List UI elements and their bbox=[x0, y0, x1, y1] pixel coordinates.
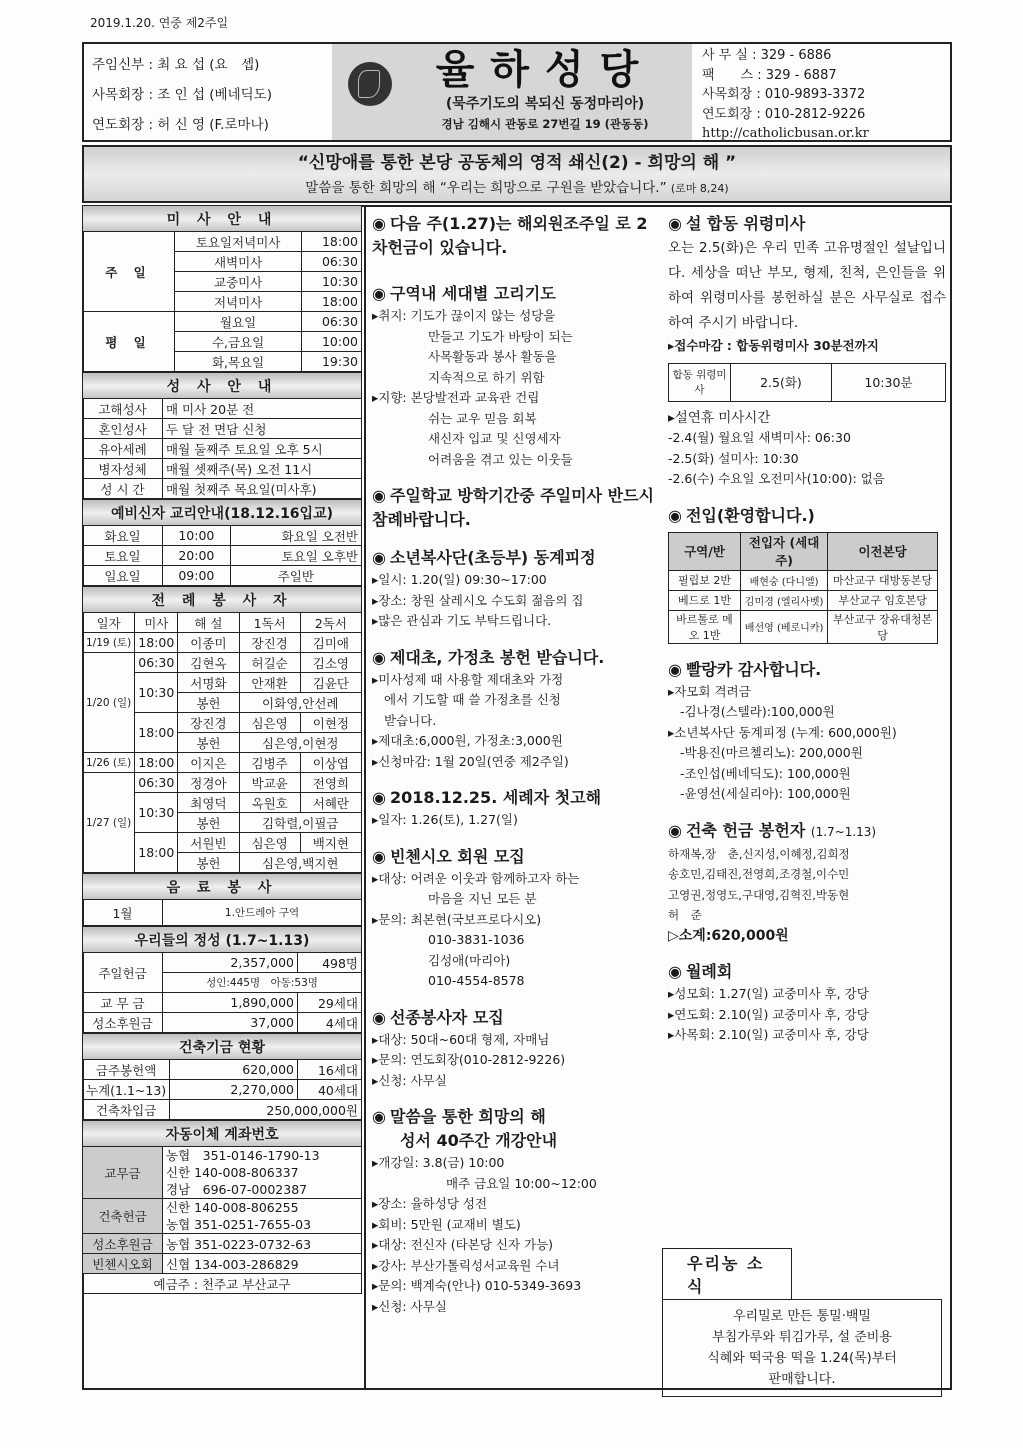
col-header: 이전본당 bbox=[828, 532, 938, 570]
account-number: 신한 140-008-806255 bbox=[166, 1200, 299, 1215]
bullet-icon: ◉ bbox=[372, 486, 386, 505]
line: ▸소년복사단 동계피정 (누계: 600,000원) bbox=[668, 724, 897, 740]
offertory-names: 김학렬,이필금 bbox=[239, 813, 361, 833]
service-time: 18:00 bbox=[135, 713, 178, 753]
banner-subtitle bbox=[84, 177, 950, 200]
account-number: 신한 140-008-806337 bbox=[166, 1165, 299, 1180]
service-date: 1/19 (토) bbox=[83, 633, 135, 653]
notice-memorial-mass bbox=[668, 212, 946, 490]
line: ▸일시: 1.20(일) 09:30~17:00 bbox=[372, 572, 547, 587]
line: -박용진(마르첼리노): 200,000원 bbox=[680, 745, 863, 760]
line: -김나경(스텔라):100,000원 bbox=[680, 704, 835, 719]
sacrament-info: 매 미사 20분 전 bbox=[163, 399, 362, 419]
line: -조인섭(베네딕도): 100,000원 bbox=[680, 765, 851, 781]
col-header: 2독서 bbox=[300, 613, 361, 633]
section-title: 건축 헌금 봉헌자 bbox=[685, 820, 806, 840]
line: ▸문의: 연도회장(010-2812-9226) bbox=[372, 1052, 566, 1067]
account-label: 성소후원금 bbox=[83, 1234, 163, 1254]
account-number: 농협 351-0223-0732-63 bbox=[163, 1234, 362, 1254]
fund-amount: 620,000 bbox=[170, 1060, 298, 1080]
accounts-table bbox=[82, 1120, 362, 1294]
offertory-label: 봉헌 bbox=[178, 813, 239, 833]
col-header: 일자 bbox=[83, 613, 135, 633]
class-day: 토요일 bbox=[83, 546, 163, 566]
reader-2: 전영희 bbox=[300, 773, 361, 793]
class-time: 10:00 bbox=[163, 526, 231, 546]
staff-list bbox=[84, 44, 332, 140]
notice-overseas-aid bbox=[372, 212, 657, 260]
line: 사목활동과 봉사 활동을 bbox=[428, 349, 557, 364]
notice-sunday-school bbox=[372, 484, 657, 532]
line: ▸장소: 창원 살레시오 수도회 젊음의 집 bbox=[372, 592, 584, 608]
fund-count: 40세대 bbox=[298, 1080, 362, 1100]
class-day: 일요일 bbox=[83, 566, 163, 586]
service-time: 10:30 bbox=[135, 793, 178, 833]
offering-label: 교 무 금 bbox=[83, 993, 163, 1013]
drinks-group: 1.안드레아 구역 bbox=[163, 900, 362, 926]
reader-1: 허길순 bbox=[239, 653, 300, 673]
deadline: ▸접수마감 : 합동위령미사 30분전까지 bbox=[668, 338, 879, 353]
line: 마음을 지닌 모든 분 bbox=[428, 891, 537, 906]
bullet-icon: ◉ bbox=[372, 214, 386, 233]
mass-time: 18:00 bbox=[302, 232, 362, 252]
account-holder: 예금주 : 천주교 부산교구 bbox=[83, 1274, 362, 1294]
notice-monthly-meetings bbox=[668, 960, 946, 1046]
mass-time: 06:30 bbox=[302, 312, 362, 332]
commentator: 이지은 bbox=[178, 753, 239, 773]
prayer-phone: 연도회장 : 010-2812-9226 bbox=[702, 106, 866, 122]
bullet-icon: ◉ bbox=[668, 820, 682, 840]
masthead bbox=[82, 42, 952, 142]
catechumen-table bbox=[82, 499, 362, 586]
class-time: 09:00 bbox=[163, 566, 231, 586]
prayer-president: 연도회장 : 허 신 영 (F.로마나) bbox=[92, 117, 269, 133]
bullet-icon: ◉ bbox=[668, 505, 682, 525]
class-name: 화요일 오전반 bbox=[230, 526, 361, 546]
notice-vincent-recruit bbox=[372, 845, 657, 992]
line: 매주 금요일 10:00~12:00 bbox=[446, 1175, 597, 1191]
section-title: 다음 주(1.27)는 해외원조주일 로 2차헌금이 있습니다. bbox=[372, 214, 648, 257]
fax: 팩 스 : 329 - 6887 bbox=[702, 67, 837, 83]
address: 경남 김해시 관동로 27번길 19 (관동동) bbox=[441, 117, 649, 131]
fund-label: 건축차입금 bbox=[83, 1100, 170, 1120]
council-phone: 사목회장 : 010-9893-3372 bbox=[702, 87, 866, 102]
theme-banner bbox=[82, 145, 952, 203]
notice-candles bbox=[372, 646, 657, 773]
offering-table bbox=[82, 926, 362, 1033]
offertory-label: 봉헌 bbox=[178, 853, 239, 873]
farm-news-box bbox=[662, 1248, 942, 1397]
offertory-names: 이화영,안선례 bbox=[239, 693, 361, 713]
previous-parish: 부산교구 장유대청본당 bbox=[828, 610, 938, 643]
notice-family-prayer bbox=[372, 282, 657, 470]
line: ▸지향: 본당발전과 교육관 건립 bbox=[372, 390, 540, 405]
line: 010-4554-8578 bbox=[428, 973, 525, 988]
bullet-icon: ◉ bbox=[668, 962, 682, 981]
reader-2: 이현정 bbox=[300, 713, 361, 733]
offertory-label: 봉헌 bbox=[178, 693, 239, 713]
reader-1: 심은영 bbox=[239, 713, 300, 733]
notice-palanca bbox=[668, 658, 946, 805]
section-title: 전입(환영합니다.) bbox=[685, 505, 815, 525]
line: ▸사목회: 2.10(일) 교중미사 후, 강당 bbox=[668, 1027, 869, 1042]
line: 지속적으로 하기 위함 bbox=[428, 369, 545, 385]
fund-count: 16세대 bbox=[298, 1060, 362, 1080]
reader-1: 안재환 bbox=[239, 673, 300, 693]
mass-name: 저녁미사 bbox=[175, 292, 302, 312]
bullet-icon: ◉ bbox=[668, 659, 682, 679]
donor-names: 하재복,장 춘,신지성,이혜정,김희정 bbox=[668, 846, 850, 861]
line: ▸강사: 부산가톨릭성서교육원 수녀 bbox=[372, 1257, 560, 1273]
offering-count: 498명 bbox=[298, 953, 362, 973]
bullet-icon: ◉ bbox=[372, 846, 386, 866]
previous-parish: 마산교구 대방동본당 bbox=[828, 570, 938, 590]
church-title-block bbox=[332, 44, 692, 140]
account-number: 경남 696-07-0002387 bbox=[166, 1182, 308, 1197]
offertory-names: 심은영,이현정 bbox=[239, 733, 361, 753]
sacrament-info: 매월 둘째주 토요일 오후 5시 bbox=[163, 439, 362, 459]
reader-1: 김병주 bbox=[239, 753, 300, 773]
line: -2.4(월) 월요일 새벽미사: 06:30 bbox=[668, 430, 851, 445]
line: ▸취지: 기도가 끊이지 않는 성당을 bbox=[372, 308, 556, 323]
farm-news-body bbox=[662, 1299, 942, 1397]
line: 어려움을 겪고 있는 이웃들 bbox=[428, 451, 573, 467]
notice-altar-servers bbox=[372, 546, 657, 632]
line: ▸신청: 사무실 bbox=[372, 1298, 447, 1314]
pastor: 주임신부 : 최 요 섭 (요 셉) bbox=[92, 57, 260, 73]
service-time: 18:00 bbox=[135, 753, 178, 773]
commentator: 김현옥 bbox=[178, 653, 239, 673]
section-title: 소년복사단(초등부) 동계피정 bbox=[389, 548, 596, 567]
offering-count: 29세대 bbox=[298, 993, 362, 1013]
line: 쉬는 교우 믿음 회복 bbox=[428, 410, 537, 426]
mass-name: 토요일저녁미사 bbox=[175, 232, 302, 252]
section-title: 선종봉사자 모집 bbox=[389, 1007, 504, 1027]
class-name: 주일반 bbox=[230, 566, 361, 586]
line: ▸신청마감: 1월 20일(연중 제2주일) bbox=[372, 753, 569, 769]
notice-building-donors bbox=[668, 819, 946, 947]
reader-2: 김윤단 bbox=[300, 673, 361, 693]
church-name: 율하성당 bbox=[435, 47, 655, 93]
notice-bible-course bbox=[372, 1105, 657, 1317]
bullet-icon: ◉ bbox=[372, 647, 386, 667]
commentator: 장진경 bbox=[178, 713, 239, 733]
newcomers-table bbox=[668, 532, 938, 644]
line: -2.6(수) 수요일 오전미사(10:00): 없음 bbox=[668, 471, 885, 486]
service-time: 06:30 bbox=[135, 653, 178, 673]
service-time: 10:30 bbox=[135, 673, 178, 713]
sacrament-name: 병자성체 bbox=[83, 459, 163, 479]
scripture-ref: (로마 8,24) bbox=[670, 182, 729, 195]
service-time: 06:30 bbox=[135, 773, 178, 793]
class-name: 토요일 오후반 bbox=[230, 546, 361, 566]
line: ▸일자: 1.26(토), 1.27(일) bbox=[372, 812, 518, 827]
church-logo-icon bbox=[348, 62, 392, 106]
mass-time: 06:30 bbox=[302, 252, 362, 272]
commentator: 서원빈 bbox=[178, 833, 239, 853]
section-title: 제대초, 가정초 봉헌 받습니다. bbox=[389, 647, 605, 667]
catechumen-title: 예비신자 교리안내(18.12.16입교) bbox=[83, 500, 362, 526]
account-label: 빈첸시오회 bbox=[83, 1254, 163, 1274]
line: ▸대상: 50대~60대 형제, 자매님 bbox=[372, 1031, 550, 1047]
bullet-icon: ◉ bbox=[372, 548, 386, 567]
reader-1: 박교윤 bbox=[239, 773, 300, 793]
right-column bbox=[668, 212, 946, 1060]
mass-type: 합동 위령미사 bbox=[669, 363, 731, 401]
mass-table bbox=[82, 205, 362, 372]
fund-label: 금주봉헌액 bbox=[83, 1060, 170, 1080]
sacrament-info: 매월 셋째주(목) 오전 11시 bbox=[163, 459, 362, 479]
offering-amount: 37,000 bbox=[163, 1013, 298, 1033]
mass-name: 월요일 bbox=[175, 312, 302, 332]
line: 판매합니다. bbox=[768, 1372, 836, 1387]
line: 김성애(마리아) bbox=[428, 952, 511, 968]
newcomer-name: 배현숭 (다니엘) bbox=[741, 570, 828, 590]
drinks-title: 음 료 봉 사 bbox=[83, 874, 362, 900]
reader-2: 이상엽 bbox=[300, 753, 361, 773]
reader-2: 김소영 bbox=[300, 653, 361, 673]
line: ▸연도회: 2.10(일) 교중미사 후, 강당 bbox=[668, 1006, 869, 1022]
sacrament-name: 혼인성사 bbox=[83, 419, 163, 439]
accounts-title: 자동이체 계좌번호 bbox=[83, 1121, 362, 1147]
building-fund-table bbox=[82, 1033, 362, 1120]
notice-newcomers bbox=[668, 504, 946, 644]
class-time: 20:00 bbox=[163, 546, 231, 566]
fund-amount: 2,270,000 bbox=[170, 1080, 298, 1100]
offering-label: 주일헌금 bbox=[83, 953, 163, 993]
subtitle-text: 말씀을 통한 희망의 해 “우리는 희망으로 구원을 받았습니다.” bbox=[305, 180, 667, 196]
offertory-names: 심은영,백지현 bbox=[239, 853, 361, 873]
mass-name: 수,금요일 bbox=[175, 332, 302, 352]
bullet-icon: ◉ bbox=[372, 1107, 386, 1126]
mass-name: 화,목요일 bbox=[175, 352, 302, 372]
line: 만들고 기도가 바탕이 되는 bbox=[428, 328, 573, 344]
line: ▸대상: 어려운 이웃과 함께하고자 하는 bbox=[372, 870, 580, 886]
line: 에서 기도할 때 쓸 가정초를 신청 bbox=[384, 692, 561, 707]
sacrament-name: 고해성사 bbox=[83, 399, 163, 419]
paragraph: 오는 2.5(화)은 우리 민족 고유명절인 설날입니다. 세상을 떠난 부모, 형제, 친척, 은인들을 위하여 위령미사를 봉헌하실 분은 사무실로 접수하여 주시기 바랍니다. bbox=[668, 240, 946, 331]
account-label: 교무금 bbox=[83, 1147, 163, 1199]
office-phone: 사 무 실 : 329 - 6886 bbox=[702, 48, 832, 63]
period: (1.7~1.13) bbox=[810, 824, 877, 839]
account-number: 농협 351-0251-7655-03 bbox=[166, 1217, 312, 1232]
mass-name: 교중미사 bbox=[175, 272, 302, 292]
account-number: 신협 134-003-286829 bbox=[163, 1254, 362, 1274]
reader-1: 장진경 bbox=[239, 633, 300, 653]
line: -2.5(화) 설미사: 10:30 bbox=[668, 450, 799, 466]
reader-1: 옥원호 bbox=[239, 793, 300, 813]
account-label: 건축헌금 bbox=[83, 1199, 163, 1234]
section-title: 주일학교 방학기간중 주일미사 반드시 참례바랍니다. bbox=[372, 486, 654, 529]
service-date: 1/26 (토) bbox=[83, 753, 135, 773]
mass-time: 10:30 bbox=[302, 272, 362, 292]
line: -윤영선(세실리아): 100,000원 bbox=[680, 786, 851, 801]
commentator: 서명화 bbox=[178, 673, 239, 693]
section-title: 2018.12.25. 세례자 첫고해 bbox=[389, 788, 602, 807]
service-time: 18:00 bbox=[135, 833, 178, 873]
line: 우리밀로 만든 통밀·백밀 bbox=[733, 1309, 871, 1324]
section-title: 설 합동 위령미사 bbox=[685, 214, 806, 233]
mass-title: 미 사 안 내 bbox=[83, 206, 362, 232]
line: ▸문의: 최본현(국보프로다시오) bbox=[372, 911, 542, 927]
offering-amount: 2,357,000 bbox=[163, 953, 298, 973]
section-title: 빈첸시오 회원 모집 bbox=[389, 846, 525, 866]
line: 식혜와 떡국용 떡을 1.24(목)부터 bbox=[707, 1351, 897, 1366]
notice-first-confession bbox=[372, 786, 657, 831]
col-header: 구역/반 bbox=[669, 532, 741, 570]
reader-1: 심은영 bbox=[239, 833, 300, 853]
commentator: 정경아 bbox=[178, 773, 239, 793]
patron: (묵주기도의 복되신 동정마리아) bbox=[445, 96, 645, 112]
service-time: 18:00 bbox=[135, 633, 178, 653]
sacrament-title: 성 사 안 내 bbox=[83, 373, 362, 399]
liturgy-table bbox=[82, 586, 362, 873]
offering-title: 우리들의 정성 (1.7~1.13) bbox=[83, 927, 362, 953]
section-title: 구역내 세대별 고리기도 bbox=[389, 284, 556, 303]
donor-names: 송호민,김태진,전영희,조경철,이수민 bbox=[668, 867, 850, 881]
bullet-icon: ◉ bbox=[372, 788, 386, 807]
donor-names: 고영권,정영도,구대영,김혁진,박동현 bbox=[668, 887, 850, 902]
line: 받습니다. bbox=[384, 712, 437, 728]
sacrament-info: 매월 첫째주 목요일(미사후) bbox=[163, 479, 362, 499]
drinks-table bbox=[82, 873, 362, 926]
line: ▸제대초:6,000원, 가정초:3,000원 bbox=[372, 733, 563, 748]
sacrament-info: 두 달 전 면담 신청 bbox=[163, 419, 362, 439]
offering-label: 성소후원금 bbox=[83, 1013, 163, 1033]
sacrament-name: 성 시 간 bbox=[83, 479, 163, 499]
reader-2: 백지현 bbox=[300, 833, 361, 853]
col-header: 1독서 bbox=[239, 613, 300, 633]
district: 바르톨로 메오 1반 bbox=[669, 610, 741, 643]
section-title: 빨랑카 감사합니다. bbox=[685, 659, 822, 679]
holiday-title: ▸설연휴 미사시간 bbox=[668, 409, 771, 426]
middle-column bbox=[372, 212, 657, 1331]
banner-title: “신망애를 통한 본당 공동체의 영적 쇄신(2) - 희망의 해 ” bbox=[297, 153, 737, 173]
mass-date: 2.5(화) bbox=[731, 363, 832, 401]
bullet-icon: ◉ bbox=[372, 1007, 386, 1027]
district: 필립보 2반 bbox=[669, 570, 741, 590]
line: ▸장소: 율하성당 성전 bbox=[372, 1196, 488, 1211]
district: 베드로 1반 bbox=[669, 590, 741, 610]
line: ▸신청: 사무실 bbox=[372, 1072, 447, 1088]
line: ▸개강일: 3.8(금) 10:00 bbox=[372, 1155, 505, 1170]
service-date: 1/20 (일) bbox=[83, 653, 135, 753]
mass-time: 10:30분 bbox=[831, 363, 945, 401]
notice-funeral-volunteers bbox=[372, 1006, 657, 1092]
left-column bbox=[82, 205, 362, 1294]
line: 010-3831-1036 bbox=[428, 932, 525, 947]
line: 새신자 입교 및 신영세자 bbox=[428, 431, 561, 446]
reader-2: 서혜란 bbox=[300, 793, 361, 813]
bulletin-date: 2019.1.20. 연중 제2주일 bbox=[90, 16, 229, 30]
mass-time: 19:30 bbox=[302, 352, 362, 372]
col-header: 미사 bbox=[135, 613, 178, 633]
mass-time: 18:00 bbox=[302, 292, 362, 312]
line: 부침가루와 튀김가루, 설 준비용 bbox=[712, 1330, 892, 1345]
website-link[interactable]: http://catholicbusan.or.kr bbox=[702, 126, 869, 141]
section-title: 말씀을 통한 희망의 해 bbox=[389, 1107, 546, 1126]
col-header: 전입자 (세대주) bbox=[741, 532, 828, 570]
commentator: 이종미 bbox=[178, 633, 239, 653]
subtotal: ▷소계:620,000원 bbox=[668, 927, 789, 944]
column-divider bbox=[364, 205, 366, 1390]
line: ▸성모회: 1.27(일) 교중미사 후, 강당 bbox=[668, 986, 869, 1001]
farm-news-title: 우리농 소식 bbox=[662, 1248, 792, 1299]
section-title: 월례회 bbox=[685, 962, 733, 981]
mass-time: 10:00 bbox=[302, 332, 362, 352]
drinks-month: 1월 bbox=[83, 900, 163, 926]
account-number: 농협 351-0146-1790-13 bbox=[166, 1148, 320, 1163]
service-date: 1/27 (일) bbox=[83, 773, 135, 873]
offertory-label: 봉헌 bbox=[178, 733, 239, 753]
weekday-label: 평 일 bbox=[83, 312, 175, 372]
donor-names: 허 준 bbox=[668, 908, 702, 922]
section-subtitle: 성서 40주간 개강안내 bbox=[400, 1131, 558, 1150]
class-day: 화요일 bbox=[83, 526, 163, 546]
offering-count: 4세대 bbox=[298, 1013, 362, 1033]
liturgy-title: 전 례 봉 사 자 bbox=[83, 587, 362, 613]
bullet-icon: ◉ bbox=[668, 214, 682, 233]
newcomer-name: 김미경 (엘리사벳) bbox=[741, 590, 828, 610]
bullet-icon: ◉ bbox=[372, 284, 386, 303]
loan-amount: 250,000,000원 bbox=[170, 1100, 362, 1120]
sunday-label: 주 일 bbox=[83, 232, 175, 312]
building-title: 건축기금 현황 bbox=[83, 1034, 362, 1060]
contacts bbox=[692, 44, 950, 140]
line: ▸많은 관심과 기도 부탁드립니다. bbox=[372, 613, 552, 628]
attendance-detail: 성인:445명 아동:53명 bbox=[163, 973, 362, 993]
council-president: 사목회장 : 조 인 섭 (베네딕도) bbox=[92, 87, 272, 103]
line: ▸문의: 백계숙(안나) 010-5349-3693 bbox=[372, 1278, 582, 1293]
col-header: 해 설 bbox=[178, 613, 239, 633]
line: ▸미사성제 때 사용할 제대초와 가정 bbox=[372, 671, 564, 687]
sacrament-table bbox=[82, 372, 362, 499]
line: ▸회비: 5만원 (교재비 별도) bbox=[372, 1216, 521, 1232]
offering-amount: 1,890,000 bbox=[163, 993, 298, 1013]
sacrament-name: 유아세례 bbox=[83, 439, 163, 459]
previous-parish: 부산교구 임호본당 bbox=[828, 590, 938, 610]
memorial-table bbox=[668, 363, 946, 402]
mass-name: 새벽미사 bbox=[175, 252, 302, 272]
commentator: 최영덕 bbox=[178, 793, 239, 813]
newcomer-name: 배선영 (베로니카) bbox=[741, 610, 828, 643]
reader-2: 김미애 bbox=[300, 633, 361, 653]
line: ▸자모회 격려금 bbox=[668, 683, 751, 699]
line: ▸대상: 전신자 (타본당 신자 가능) bbox=[372, 1237, 554, 1252]
fund-label: 누계(1.1~13) bbox=[83, 1080, 170, 1100]
